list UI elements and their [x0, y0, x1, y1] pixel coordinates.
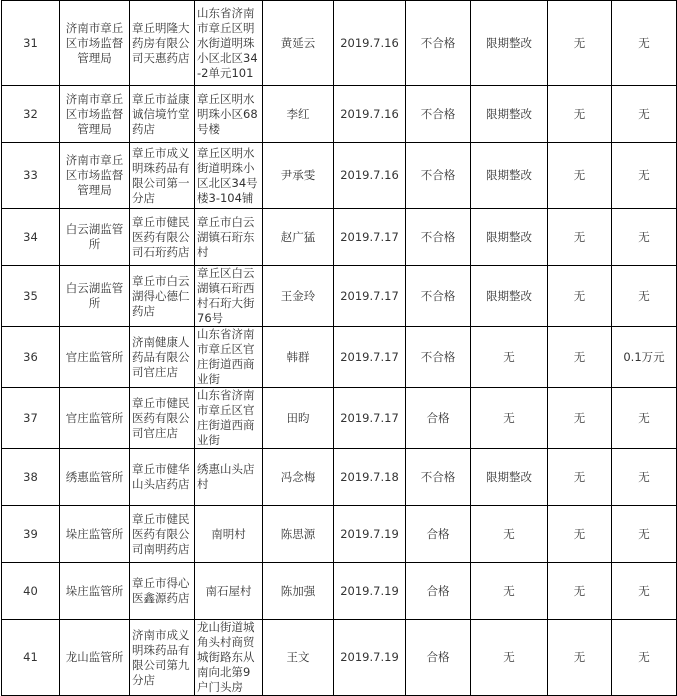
inspection-result: 不合格 — [406, 266, 471, 327]
rectification-measure: 限期整改 — [471, 143, 548, 209]
row-number: 36 — [2, 327, 60, 388]
rectification-measure: 限期整改 — [471, 86, 548, 143]
inspection-agency: 龙山监管所 — [60, 620, 130, 696]
inspection-agency: 垛庄监管所 — [60, 506, 130, 563]
column-10-value: 0.1万元 — [612, 327, 677, 388]
inspection-result: 合格 — [406, 620, 471, 696]
responsible-person: 黄延云 — [263, 1, 334, 86]
store-name: 章丘市健民医药有限公司官庄店 — [130, 388, 195, 449]
inspection-agency: 白云湖监管所 — [60, 266, 130, 327]
rectification-measure: 限期整改 — [471, 266, 548, 327]
row-number: 35 — [2, 266, 60, 327]
inspection-date: 2019.7.19 — [334, 506, 406, 563]
inspection-date: 2019.7.19 — [334, 563, 406, 620]
rectification-measure: 无 — [471, 327, 548, 388]
row-number: 34 — [2, 209, 60, 266]
rectification-measure: 限期整改 — [471, 449, 548, 506]
row-number: 41 — [2, 620, 60, 696]
store-name: 章丘市健民医药有限公司石珩药店 — [130, 209, 195, 266]
responsible-person: 冯念梅 — [263, 449, 334, 506]
table-row — [2, 143, 677, 209]
responsible-person: 陈加强 — [263, 563, 334, 620]
inspection-result: 不合格 — [406, 327, 471, 388]
store-address: 龙山街道城角头村商贸城街路东从南向北第9户门头房 — [195, 620, 263, 696]
table-row — [2, 388, 677, 449]
store-address: 章丘市白云湖镇石珩东村 — [195, 209, 263, 266]
column-10-value: 无 — [612, 209, 677, 266]
store-name: 章丘市成义明珠药品有限公司第一分店 — [130, 143, 195, 209]
table-row — [2, 86, 677, 143]
inspection-result: 合格 — [406, 563, 471, 620]
inspection-date: 2019.7.17 — [334, 327, 406, 388]
rectification-measure: 无 — [471, 388, 548, 449]
inspection-agency: 官庄监管所 — [60, 327, 130, 388]
inspection-agency: 济南市章丘区市场监督管理局 — [60, 143, 130, 209]
column-9-value: 无 — [548, 563, 612, 620]
store-name: 章丘市健民医药有限公司南明药店 — [130, 506, 195, 563]
store-name: 章丘市健华山头店药店 — [130, 449, 195, 506]
column-10-value: 无 — [612, 449, 677, 506]
inspection-result: 不合格 — [406, 449, 471, 506]
inspection-result: 不合格 — [406, 1, 471, 86]
row-number: 31 — [2, 1, 60, 86]
responsible-person: 韩群 — [263, 327, 334, 388]
column-9-value: 无 — [548, 266, 612, 327]
column-9-value: 无 — [548, 388, 612, 449]
table-row — [2, 327, 677, 388]
rectification-measure: 限期整改 — [471, 1, 548, 86]
table-row — [2, 1, 677, 86]
column-10-value: 无 — [612, 620, 677, 696]
responsible-person: 陈思源 — [263, 506, 334, 563]
store-name: 章丘市益康诚信境竹堂药店 — [130, 86, 195, 143]
inspection-result: 不合格 — [406, 86, 471, 143]
row-number: 40 — [2, 563, 60, 620]
inspection-result: 不合格 — [406, 209, 471, 266]
inspection-agency: 白云湖监管所 — [60, 209, 130, 266]
column-9-value: 无 — [548, 143, 612, 209]
inspection-agency: 垛庄监管所 — [60, 563, 130, 620]
column-9-value: 无 — [548, 449, 612, 506]
inspection-agency: 绣惠监管所 — [60, 449, 130, 506]
inspection-date: 2019.7.19 — [334, 620, 406, 696]
rectification-measure: 无 — [471, 563, 548, 620]
responsible-person: 田昀 — [263, 388, 334, 449]
inspection-result: 合格 — [406, 388, 471, 449]
table-row — [2, 449, 677, 506]
inspection-result: 合格 — [406, 506, 471, 563]
row-number: 39 — [2, 506, 60, 563]
store-name: 济南市成义明珠药品有限公司第九分店 — [130, 620, 195, 696]
inspection-date: 2019.7.16 — [334, 143, 406, 209]
inspection-date: 2019.7.17 — [334, 266, 406, 327]
store-name: 济南健康人药品有限公司官庄店 — [130, 327, 195, 388]
column-10-value: 无 — [612, 1, 677, 86]
store-name: 章丘市得心医鑫源药店 — [130, 563, 195, 620]
rectification-measure: 无 — [471, 506, 548, 563]
column-9-value: 无 — [548, 209, 612, 266]
inspection-result: 不合格 — [406, 143, 471, 209]
column-10-value: 无 — [612, 388, 677, 449]
row-number: 32 — [2, 86, 60, 143]
store-address: 章丘区白云湖镇石珩西村石珩大街76号 — [195, 266, 263, 327]
responsible-person: 尹承雯 — [263, 143, 334, 209]
store-name: 章丘明隆大药房有限公司天惠药店 — [130, 1, 195, 86]
responsible-person: 王金玲 — [263, 266, 334, 327]
rectification-measure: 无 — [471, 620, 548, 696]
column-10-value: 无 — [612, 563, 677, 620]
store-address: 南明村 — [195, 506, 263, 563]
table-row — [2, 563, 677, 620]
inspection-agency: 济南市章丘区市场监督管理局 — [60, 1, 130, 86]
row-number: 37 — [2, 388, 60, 449]
responsible-person: 王文 — [263, 620, 334, 696]
column-9-value: 无 — [548, 506, 612, 563]
column-9-value: 无 — [548, 1, 612, 86]
rectification-measure: 限期整改 — [471, 209, 548, 266]
column-9-value: 无 — [548, 86, 612, 143]
store-address: 山东省济南市章丘区官庄街道西商业街 — [195, 388, 263, 449]
table-row — [2, 506, 677, 563]
row-number: 38 — [2, 449, 60, 506]
inspection-table — [1, 0, 677, 696]
column-10-value: 无 — [612, 143, 677, 209]
inspection-table-wrapper — [1, 0, 677, 696]
column-9-value: 无 — [548, 620, 612, 696]
column-10-value: 无 — [612, 86, 677, 143]
inspection-date: 2019.7.18 — [334, 449, 406, 506]
inspection-date: 2019.7.16 — [334, 86, 406, 143]
store-address: 南石屋村 — [195, 563, 263, 620]
inspection-date: 2019.7.17 — [334, 209, 406, 266]
column-10-value: 无 — [612, 506, 677, 563]
row-number: 33 — [2, 143, 60, 209]
inspection-agency: 济南市章丘区市场监督管理局 — [60, 86, 130, 143]
store-address: 绣惠山头店村 — [195, 449, 263, 506]
store-address: 山东省济南市章丘区官庄街道西商业街 — [195, 327, 263, 388]
responsible-person: 赵广猛 — [263, 209, 334, 266]
column-9-value: 无 — [548, 327, 612, 388]
store-address: 章丘区明水明珠小区68号楼 — [195, 86, 263, 143]
inspection-agency: 官庄监管所 — [60, 388, 130, 449]
table-row — [2, 209, 677, 266]
store-address: 章丘区明水街道明珠小区北区34号楼3-104铺 — [195, 143, 263, 209]
inspection-date: 2019.7.17 — [334, 388, 406, 449]
store-name: 章丘市白云湖得心德仁药店 — [130, 266, 195, 327]
table-row — [2, 620, 677, 696]
table-row — [2, 266, 677, 327]
store-address: 山东省济南市章丘区明水街道明珠小区北区34-2单元101 — [195, 1, 263, 86]
responsible-person: 李红 — [263, 86, 334, 143]
column-10-value: 无 — [612, 266, 677, 327]
inspection-date: 2019.7.16 — [334, 1, 406, 86]
